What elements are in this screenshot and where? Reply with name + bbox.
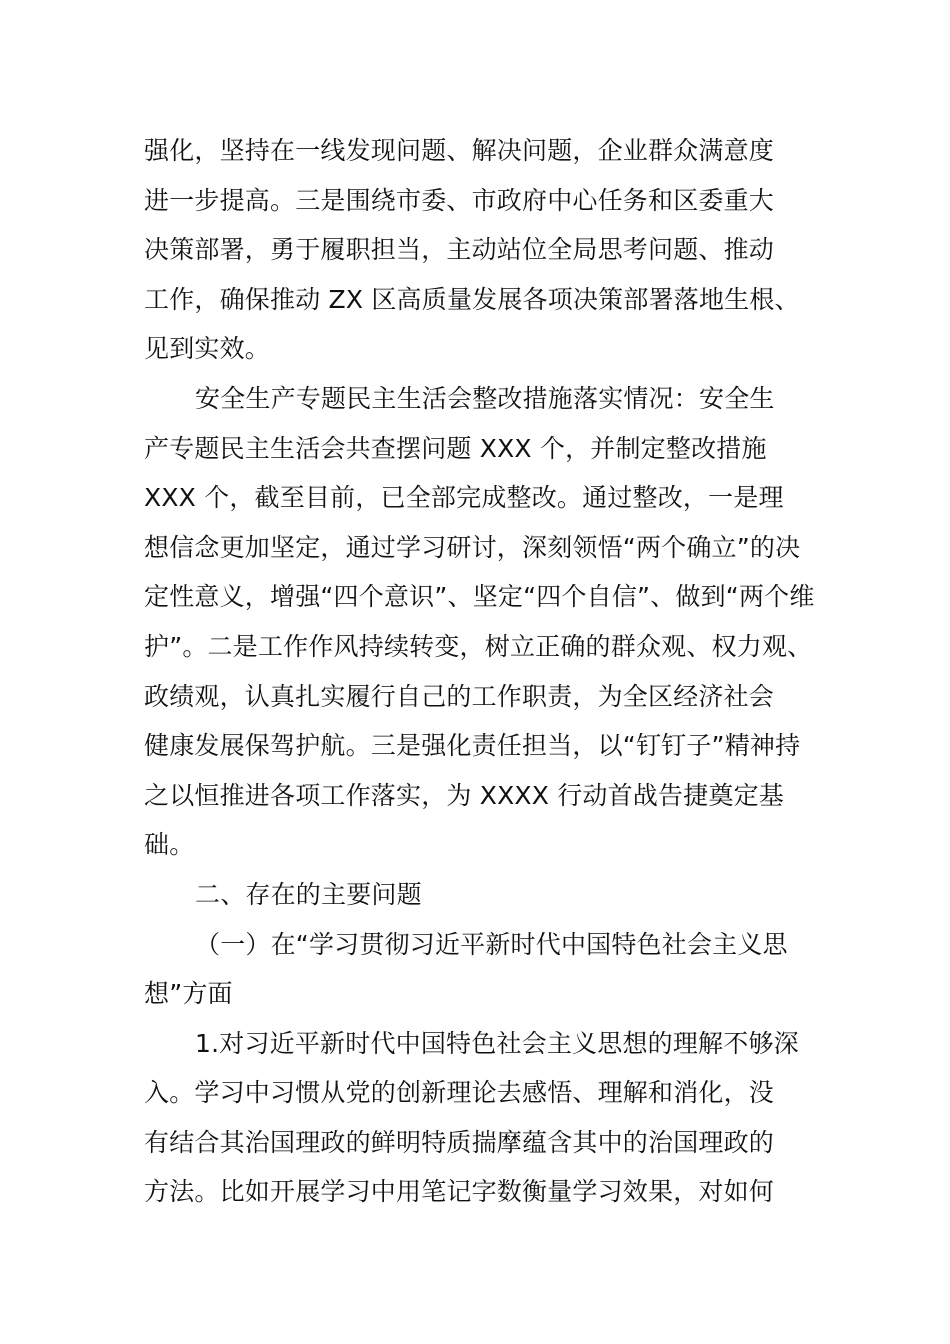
text-line: 定性意义，增强“四个意识”、坚定“四个自信”、做到“两个维 — [144, 582, 815, 612]
text-line: 础。 — [144, 830, 195, 860]
text-line: 见到实效。 — [144, 334, 271, 364]
document-body — [144, 126, 824, 1217]
text-line: 工作，确保推动 ZX 区高质量发展各项决策部署落地生根、 — [144, 284, 800, 314]
text-line: 进一步提高。三是围绕市委、市政府中心任务和区委重大 — [144, 185, 775, 215]
text-line: 政绩观，认真扎实履行自己的工作职责，为全区经济社会 — [144, 681, 775, 711]
text-line: 有结合其治国理政的鲜明特质揣摩蕴含其中的治国理政的 — [144, 1127, 775, 1157]
text-line: 护”。二是工作作风持续转变，树立正确的群众观、权力观、 — [144, 631, 813, 661]
text-line: XXX 个，截至目前，已全部完成整改。通过整改，一是理 — [144, 483, 784, 513]
text-line: 健康发展保驾护航。三是强化责任担当，以“钉钉子”精神持 — [144, 731, 801, 761]
text-line: 产专题民主生活会共查摆问题 XXX 个，并制定整改措施 — [144, 433, 767, 463]
section-heading: 二、存在的主要问题 — [195, 879, 422, 909]
text-line: 想信念更加坚定，通过学习研讨，深刻领悟“两个确立”的决 — [144, 532, 801, 562]
text-line: 强化，坚持在一线发现问题、解决问题，企业群众满意度 — [144, 136, 775, 165]
text-line: 决策部署，勇于履职担当，主动站位全局思考问题、推动 — [144, 235, 775, 265]
subsection-heading-continued: 想”方面 — [144, 979, 233, 1009]
subsection-heading: （一）在“学习贯彻习近平新时代中国特色社会主义思 — [195, 929, 788, 959]
text-line: 入。学习中习惯从党的创新理论去感悟、理解和消化，没 — [144, 1078, 775, 1108]
text-line: 之以恒推进各项工作落实，为 XXXX 行动首战告捷奠定基 — [144, 780, 785, 810]
paragraph-first-line: 1.对习近平新时代中国特色社会主义思想的理解不够深 — [195, 1028, 799, 1058]
paragraph-first-line: 安全生产专题民主生活会整改措施落实情况：安全生 — [195, 383, 775, 413]
text-line: 方法。比如开展学习中用笔记字数衡量学习效果，对如何 — [144, 1177, 775, 1207]
